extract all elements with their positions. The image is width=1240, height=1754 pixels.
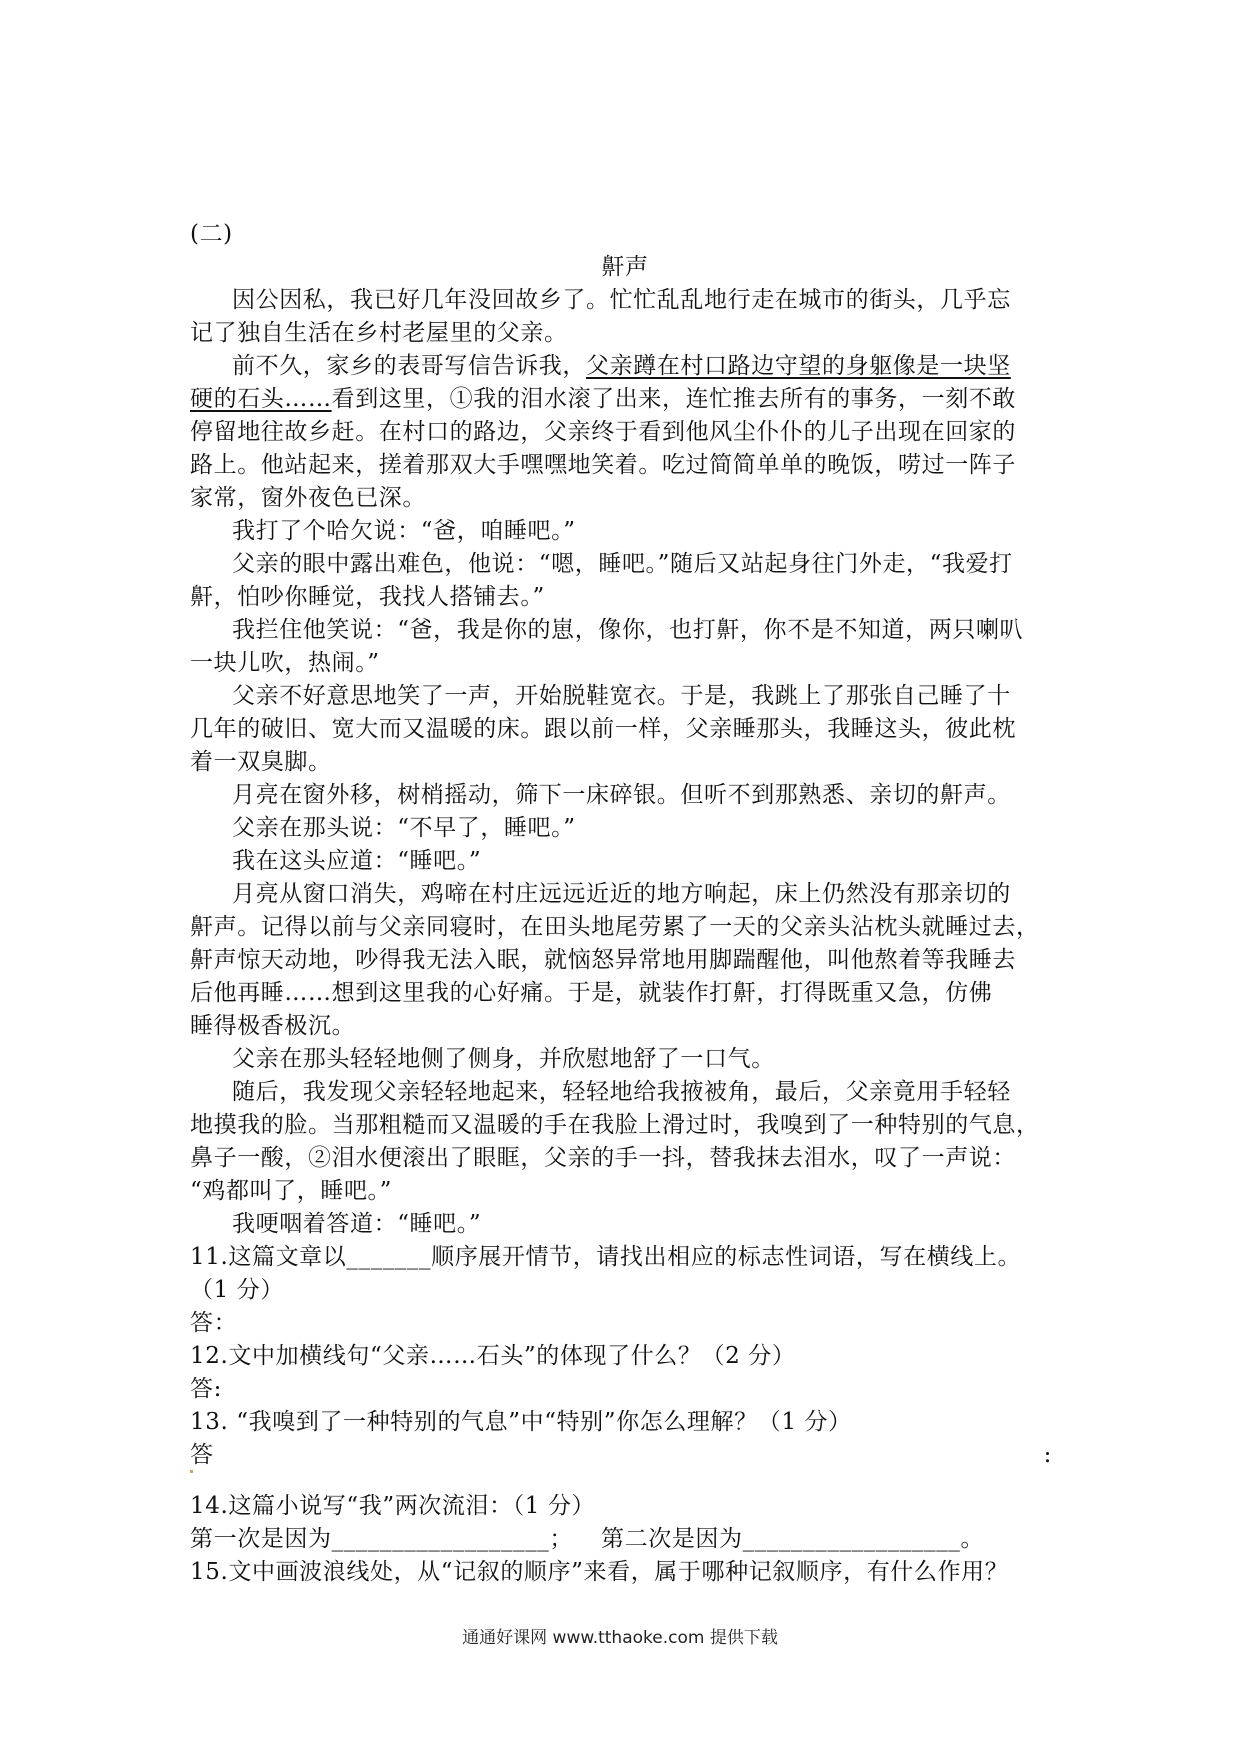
passage-line: 着一双臭脚。 [190,749,332,775]
q11-suffix: 顺序展开情节，请找出相应的标志性词语，写在横线上。 [431,1244,1022,1270]
article-title: 鼾声 [601,254,649,280]
passage-line: 后他再睡……想到这里我的心好痛。于是，就装作打鼾，打得既重又急，仿佛 [190,980,993,1006]
question-11 [190,1241,1060,1274]
q11-prefix: 11.这篇文章以 [190,1244,347,1270]
q11-score: （1 分） [190,1277,284,1303]
passage-line: 家常，窗外夜色已深。 [190,485,426,511]
q14-blank-2: __________________ [742,1526,961,1552]
passage-line: 记了独自生活在乡村老屋里的父亲。 [190,320,568,346]
footer-credit: 通通好课网 www.tthaoke.com 提供下载 [462,1628,778,1648]
passage-line [190,350,1060,383]
passage-line: 鼻子一酸，②泪水便滚出了眼眶，父亲的手一抖，替我抹去泪水，叹了一声说： [190,1145,1016,1171]
q13-answer-label: 答 [190,1442,214,1468]
question-15: 15.文中画波浪线处，从“记叙的顺序”来看，属于哪种记叙顺序，有什么作用？ [190,1559,1009,1585]
passage-line: 我在这头应道：“睡吧。” [232,848,482,874]
q13-answer-colon: : [1043,1442,1052,1468]
passage-line [190,383,1060,416]
scan-speck [190,1470,193,1473]
underlined-sentence: 父亲蹲在村口路边守望的身躯像是一块坚 [586,353,1011,379]
passage-line: 月亮从窗口消失，鸡啼在村庄远远近近的地方响起，床上仍然没有那亲切的 [232,881,1011,907]
q12-answer-label: 答: [190,1376,222,1402]
passage-line: 路上。他站起来，搓着那双大手嘿嘿地笑着。吃过简简单单的晚饭，唠过一阵子 [190,452,1016,478]
passage-line: 几年的破旧、宽大而又温暖的床。跟以前一样，父亲睡那头，我睡这头，彼此枕 [190,716,1016,742]
q11-blank: _______ [346,1244,432,1270]
q13-answer-line [190,1439,1060,1472]
passage-line: “鸡都叫了，睡吧。” [190,1178,393,1204]
passage-line: 地摸我的脸。当那粗糙而又温暖的手在我脸上滑过时，我嗅到了一种特别的气息， [190,1112,1040,1138]
passage-line: 父亲不好意思地笑了一声，开始脱鞋宽衣。于是，我跳上了那张自己睡了十 [232,683,1011,709]
q14-second-label: 第二次是因为 [601,1526,743,1552]
passage-line: 鼾声。记得以前与父亲同寝时，在田头地尾劳累了一天的父亲头沾枕头就睡过去， [190,914,1040,940]
passage-line: 睡得极香极沉。 [190,1013,356,1039]
q14-end: 。 [960,1526,985,1552]
q11-answer-label: 答： [190,1310,238,1336]
passage-line: 一块儿吹，热闹。” [190,650,380,676]
passage-text: 看到这里，①我的泪水滚了出来，连忙推去所有的事务，一刻不敢 [331,386,1017,412]
question-12: 12.文中加横线句“父亲……石头”的体现了什么？（2 分） [190,1343,796,1369]
passage-line: 月亮在窗外移，树梢摇动，筛下一床碎银。但听不到那熟悉、亲切的鼾声。 [232,782,1011,808]
passage-line: 我哽咽着答道：“睡吧。” [232,1211,482,1237]
q14-answer-line [190,1523,1060,1556]
passage-line: 父亲在那头轻轻地侧了侧身，并欣慰地舒了一口气。 [232,1046,775,1072]
passage-line: 鼾，怕吵你睡觉，我找人搭铺去。” [190,584,545,610]
passage-line: 鼾声惊天动地，吵得我无法入眠，就恼怒异常地用脚踹醒他，叫他熬着等我睡去 [190,947,1016,973]
passage-line: 父亲的眼中露出难色，他说：“嗯，睡吧。”随后又站起身往门外走，“我爱打 [232,551,1013,577]
q14-blank-1: __________________ [331,1526,550,1552]
section-label: (二) [190,221,233,247]
passage-line: 随后，我发现父亲轻轻地起来，轻轻地给我掖被角，最后，父亲竟用手轻轻 [232,1079,1011,1105]
passage-line: 我拦住他笑说：“爸，我是你的崽，像你，也打鼾，你不是不知道，两只喇叭 [232,617,1024,643]
q14-first-label: 第一次是因为 [190,1526,332,1552]
passage-text: 前不久，家乡的表哥写信告诉我， [232,353,586,379]
passage-line: 父亲在那头说：“不早了，睡吧。” [232,815,576,841]
passage-line: 停留地往故乡赶。在村口的路边，父亲终于看到他风尘仆仆的儿子出现在回家的 [190,419,1016,445]
passage-line: 我打了个哈欠说：“爸，咱睡吧。” [232,518,576,544]
passage [190,284,1060,1241]
document-body [190,218,1060,1589]
q14-separator: ； [549,1526,574,1552]
question-13: 13. “我嗅到了一种特别的气息”中“特别”你怎么理解？（1 分） [190,1409,852,1435]
passage-line: 因公因私，我已好几年没回故乡了。忙忙乱乱地行走在城市的街头，几乎忘 [232,287,1011,313]
underlined-sentence: 硬的石头…… [190,386,332,412]
question-14: 14.这篇小说写“我”两次流泪：（1 分） [190,1493,596,1519]
